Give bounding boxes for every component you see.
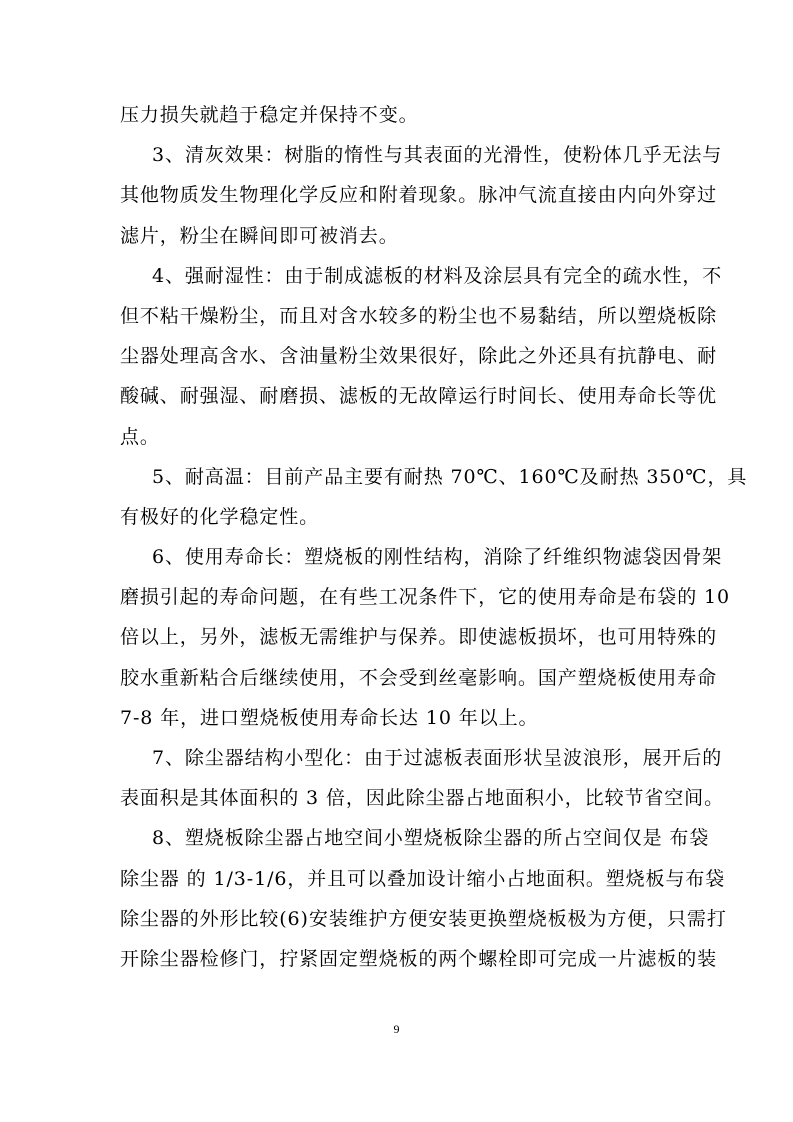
- text-line: 开除尘器检修门，拧紧固定塑烧板的两个螺栓即可完成一片滤板的装: [120, 947, 718, 970]
- text-line: 但不粘干燥粉尘，而且对含水较多的粉尘也不易黏结，所以塑烧板除: [120, 304, 718, 327]
- text-line: 滤片，粉尘在瞬间即可被消去。: [120, 224, 399, 247]
- paragraph-4-heading-line: 4、强耐湿性：由于制成滤板的材料及涂层具有完全的疏水性，不: [152, 264, 723, 287]
- text-line: 除尘器的外形比较(6)安装维护方便安装更换塑烧板极为方便，只需打: [120, 907, 727, 930]
- text-line: 胶水重新粘合后继续使用，不会受到丝毫影响。国产塑烧板使用寿命: [120, 666, 718, 689]
- text-line: 倍以上，另外，滤板无需维护与保养。即使滤板损坏，也可用特殊的: [120, 626, 718, 649]
- text-line: 尘器处理高含水、含油量粉尘效果很好，除此之外还具有抗静电、耐: [120, 345, 718, 368]
- text-line: 点。: [120, 425, 160, 448]
- paragraph-8-heading-line: 8、塑烧板除尘器占地空间小塑烧板除尘器的所占空间仅是 布袋: [152, 827, 710, 850]
- text-line: 磨损引起的寿命问题，在有些工况条件下，它的使用寿命是布袋的 10: [120, 586, 731, 609]
- paragraph-3-heading-line: 3、清灰效果：树脂的惰性与其表面的光滑性，使粉体几乎无法与: [152, 144, 723, 167]
- text-line: 除尘器 的 1/3-1/6，并且可以叠加设计缩小占地面积。塑烧板与布袋: [120, 867, 726, 890]
- paragraph-6-heading-line: 6、使用寿命长：塑烧板的刚性结构，消除了纤维织物滤袋因骨架: [152, 546, 723, 569]
- text-line: 压力损失就趋于稳定并保持不变。: [120, 104, 419, 126]
- paragraph-5-heading-line: 5、耐高温：目前产品主要有耐热 70℃、160℃及耐热 350℃，具: [152, 465, 748, 488]
- text-line: 其他物质发生物理化学反应和附着现象。脉冲气流直接由内向外穿过: [120, 184, 718, 207]
- text-line: 7-8 年，进口塑烧板使用寿命长达 10 年以上。: [120, 706, 539, 729]
- page-number: 9: [393, 1022, 400, 1036]
- text-line: 酸碱、耐强湿、耐磨损、滤板的无故障运行时间长、使用寿命长等优: [120, 385, 718, 408]
- text-line: 表面积是其体面积的 3 倍，因此除尘器占地面积小，比较节省空间。: [120, 787, 724, 810]
- text-line: 有极好的化学稳定性。: [120, 505, 320, 528]
- body-text: [120, 95, 748, 979]
- paragraph-7-heading-line: 7、除尘器结构小型化：由于过滤板表面形状呈波浪形，展开后的: [152, 747, 723, 769]
